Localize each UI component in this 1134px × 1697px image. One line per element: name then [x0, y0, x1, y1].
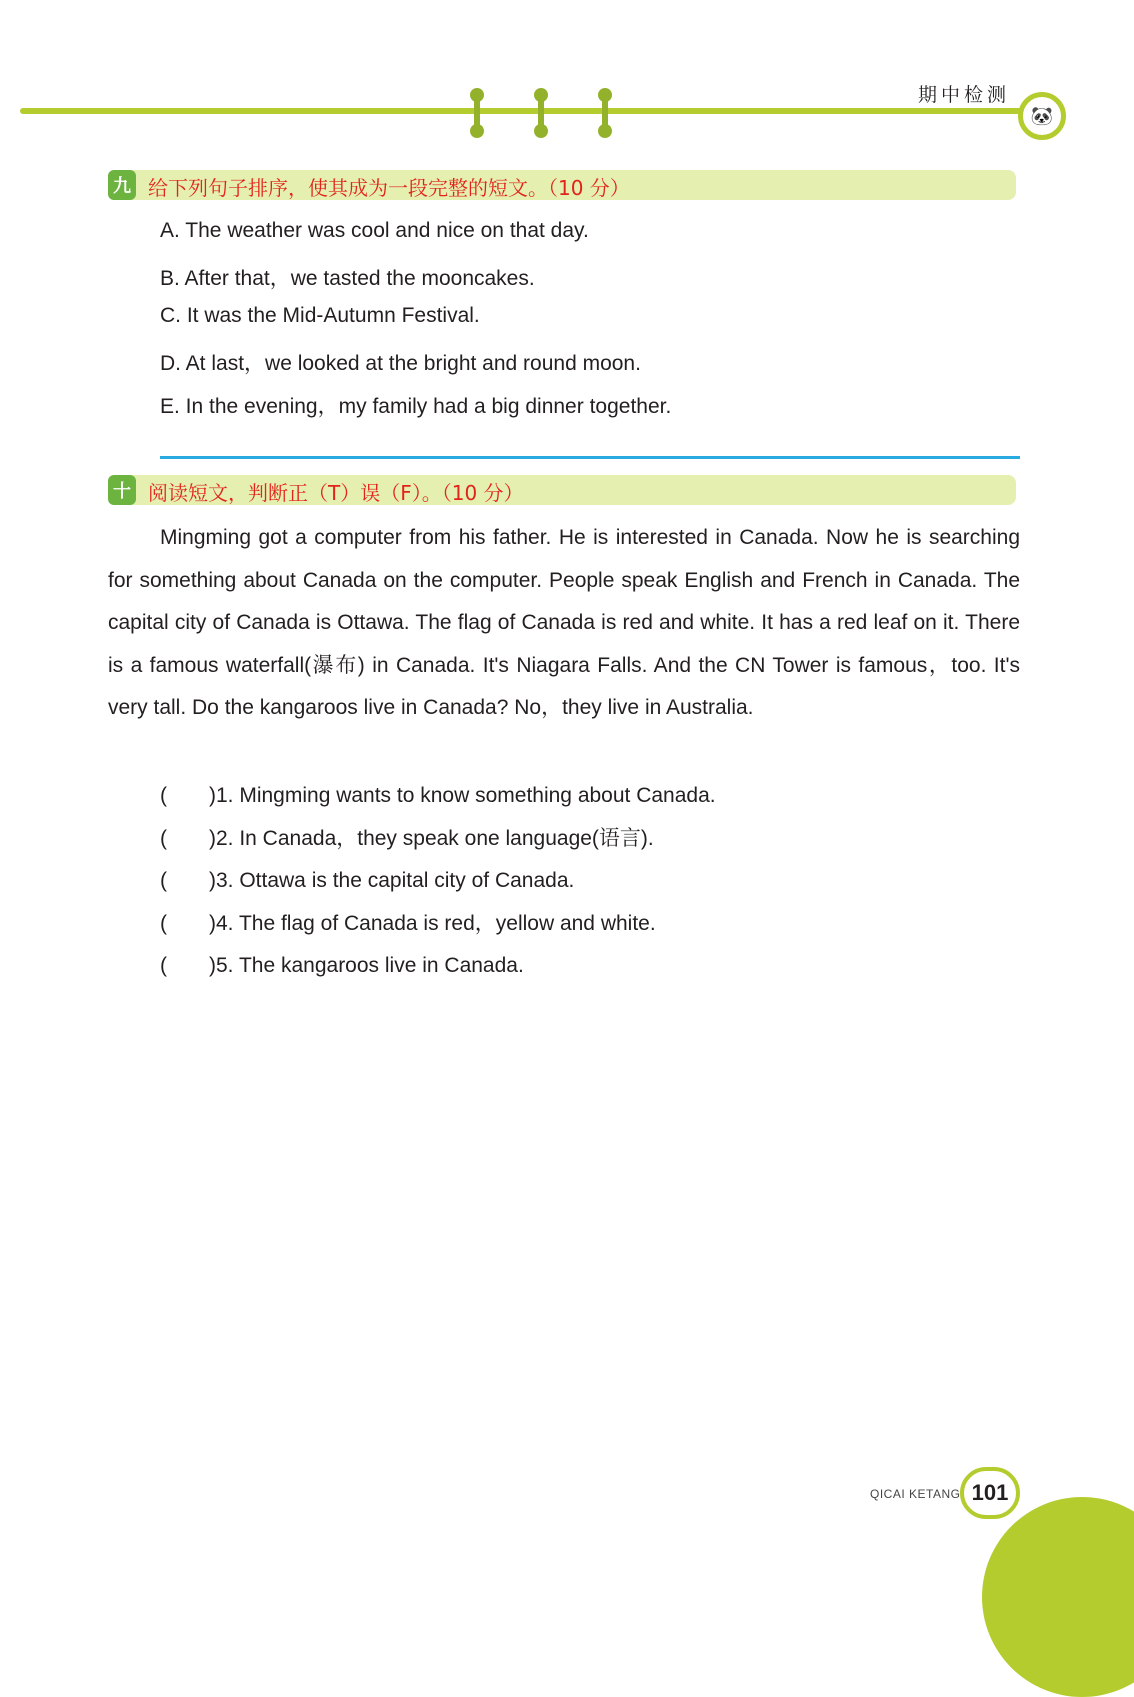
section-number: 十: [108, 475, 136, 505]
binder-ring-icon: [538, 96, 544, 130]
section-10-header: [108, 475, 1016, 505]
option-b: B. After that，we tasted the mooncakes.: [160, 267, 535, 290]
section-divider: [160, 456, 1020, 459]
header-rule: [20, 108, 1030, 114]
judge-item-1: ( )1. Mingming wants to know something about Canada.: [160, 784, 716, 807]
judge-item-4: ( )4. The flag of Canada is red，yellow and white.: [160, 912, 656, 935]
page-number: 101: [960, 1467, 1020, 1519]
judge-item-2: ( )2. In Canada，they speak one language(语言).: [160, 827, 654, 850]
option-c: C. It was the Mid-Autumn Festival.: [160, 304, 480, 327]
section-number: 九: [108, 170, 136, 200]
option-a: A. The weather was cool and nice on that day.: [160, 219, 589, 242]
judge-item-3: ( )3. Ottawa is the capital city of Canada.: [160, 869, 575, 892]
section-title: 阅读短文，判断正（T）误（F）。（10 分）: [148, 481, 524, 505]
section-title: 给下列句子排序，使其成为一段完整的短文。（10 分）: [148, 176, 630, 200]
corner-decoration: [982, 1497, 1134, 1697]
reading-passage: Mingming got a computer from his father. He is interested in Canada. Now he is searching for something about Canada on the computer. People speak English and French in Canada. The capital city of Canada is Ottawa. The flag of Canada is red and white. It has a red leaf on it. There is a famous waterfall(瀑布) in Canada. It's Niagara Falls. And the CN Tower is famous，too. It's very tall. Do the kangaroos live in Canada? No，they live in Australia.: [108, 526, 1020, 719]
page-header-title: 期中检测: [918, 84, 1011, 106]
judge-item-5: ( )5. The kangaroos live in Canada.: [160, 954, 524, 977]
section-9-header: [108, 170, 1016, 200]
panda-icon: 🐼: [1018, 92, 1066, 140]
option-e: E. In the evening，my family had a big dinner together.: [160, 395, 672, 418]
option-d: D. At last，we looked at the bright and round moon.: [160, 352, 641, 375]
footer-brand: QICAI KETANG: [870, 1487, 961, 1501]
binder-ring-icon: [602, 96, 608, 130]
binder-ring-icon: [474, 96, 480, 130]
